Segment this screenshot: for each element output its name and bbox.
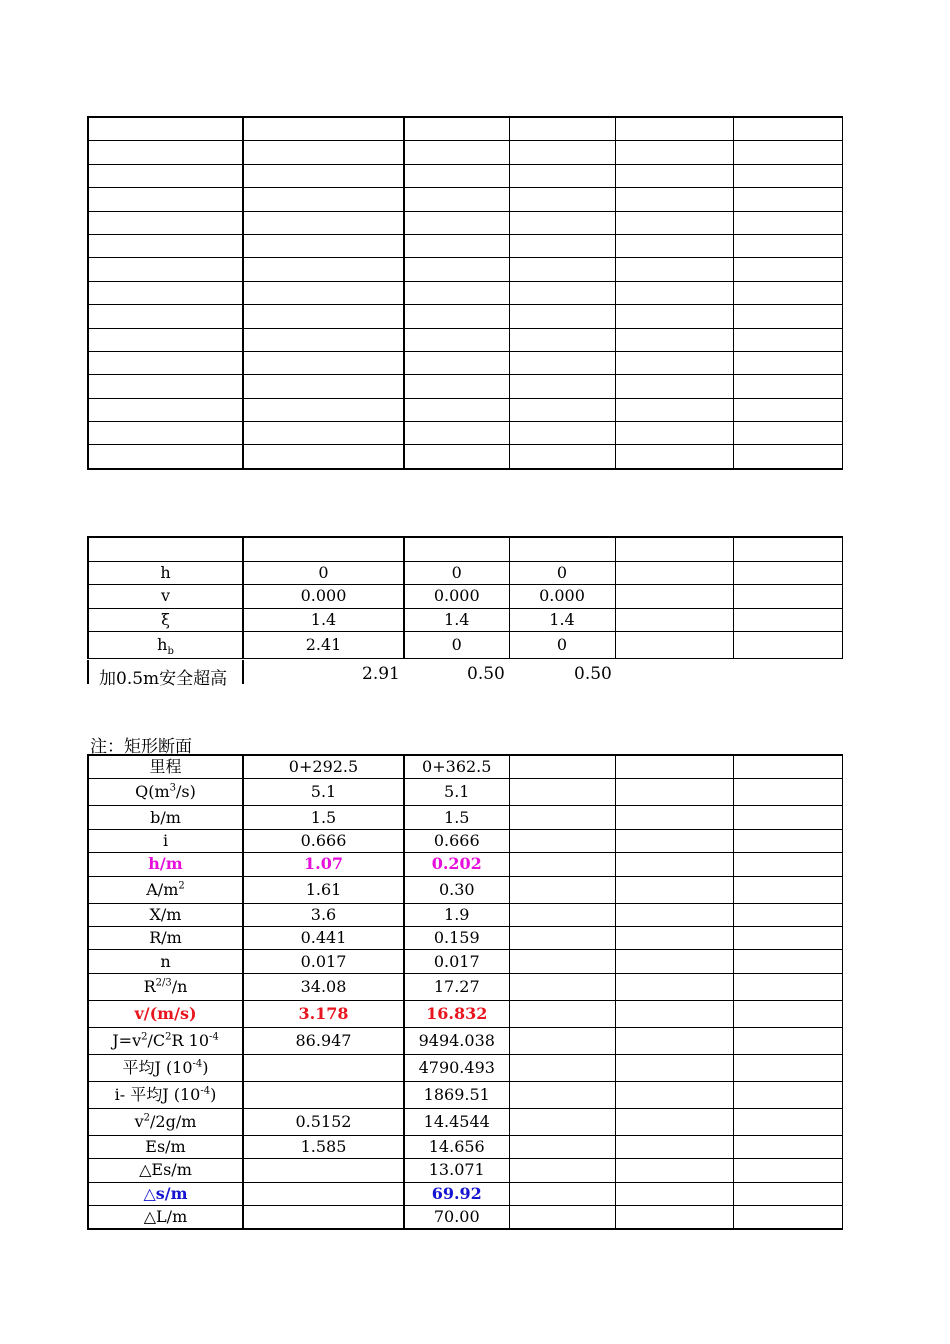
table-cell: [88, 422, 243, 445]
table-cell: [509, 188, 615, 211]
table-row: [88, 188, 842, 211]
value-cell: 1.07: [243, 853, 404, 876]
table-cell: [615, 188, 733, 211]
row-label: △Es/m: [88, 1159, 243, 1182]
value-cell: 1.585: [243, 1135, 404, 1158]
safety-height-row: [87, 660, 847, 689]
table-cell: [243, 141, 404, 164]
table-row: [88, 1205, 842, 1229]
value-cell: 0.159: [404, 926, 509, 949]
value-cell: [509, 926, 615, 949]
table-cell: [509, 141, 615, 164]
row-label: b/m: [88, 806, 243, 829]
table-cell: [243, 351, 404, 374]
value-cell: [733, 1135, 842, 1158]
value-cell: 0.000: [404, 585, 509, 609]
value-cell: 0.000: [243, 585, 404, 609]
value-cell: [615, 779, 733, 806]
value-cell: [509, 829, 615, 852]
row-label: $J=v^2/C^2R$ $10^{-4}$: [88, 1027, 243, 1054]
value-cell: [509, 755, 615, 779]
table-cell: [88, 141, 243, 164]
table-row: [88, 561, 842, 585]
table-row: [88, 164, 842, 187]
table-cell: [733, 258, 842, 281]
value-cell: [615, 561, 733, 585]
value-cell: [509, 950, 615, 973]
local-loss-table: [87, 536, 843, 659]
value-cell: [733, 585, 842, 609]
value-cell: [733, 608, 842, 632]
value-cell: [509, 1054, 615, 1081]
value-cell: [733, 632, 842, 659]
table-row: [88, 398, 842, 421]
row-label: n: [88, 950, 243, 973]
value-cell: [615, 926, 733, 949]
table-row: [88, 1081, 842, 1108]
value-cell: [509, 876, 615, 903]
value-cell: [243, 1182, 404, 1205]
value-cell: 0.30: [404, 876, 509, 903]
value-cell: [509, 1159, 615, 1182]
table-cell: [404, 351, 509, 374]
table-cell: [733, 351, 842, 374]
table-cell: [243, 422, 404, 445]
table-cell: [404, 164, 509, 187]
table-cell: [615, 234, 733, 257]
value-cell: 0.202: [404, 853, 509, 876]
table-row: [88, 234, 842, 257]
table-row: [88, 537, 842, 561]
row-label: v/(m/s): [88, 1000, 243, 1027]
table-row: [88, 1182, 842, 1205]
value-cell: 0.017: [243, 950, 404, 973]
row-label: $Q(m^3/s)$: [88, 779, 243, 806]
value-cell: 0+292.5: [243, 755, 404, 779]
value-cell: 0.000: [509, 585, 615, 609]
table-row: [88, 755, 842, 779]
value-cell: [509, 1182, 615, 1205]
table-cell: [733, 375, 842, 398]
table-row: [88, 1027, 842, 1054]
table-cell: [733, 164, 842, 187]
table-cell: [733, 117, 842, 141]
value-cell: 14.4544: [404, 1108, 509, 1135]
table-row: [88, 779, 842, 806]
table-cell: [509, 328, 615, 351]
value-cell: [243, 1081, 404, 1108]
table-cell: [733, 281, 842, 304]
table-cell: [509, 375, 615, 398]
value-cell: [615, 1108, 733, 1135]
value-cell: [509, 779, 615, 806]
table-cell: [404, 375, 509, 398]
value-cell: [733, 1054, 842, 1081]
table-cell: [615, 117, 733, 141]
table-cell: [404, 234, 509, 257]
value-cell: 0.666: [404, 829, 509, 852]
table-row: [88, 876, 842, 903]
table-cell: [733, 328, 842, 351]
table-cell: [404, 445, 509, 469]
table-row: [88, 950, 842, 973]
table-cell: [733, 141, 842, 164]
value-cell: [615, 973, 733, 1000]
table-cell: [243, 398, 404, 421]
value-cell: 0: [404, 561, 509, 585]
table-row: [88, 305, 842, 328]
value-cell: [509, 1027, 615, 1054]
row-label: R/m: [88, 926, 243, 949]
table-cell: [733, 398, 842, 421]
table-cell: [88, 281, 243, 304]
value-cell: [733, 876, 842, 903]
value-cell: [243, 537, 404, 561]
table-cell: [733, 445, 842, 469]
value-cell: [509, 1135, 615, 1158]
value-cell: [615, 1159, 733, 1182]
safety-label: 加0.5m安全超高: [99, 669, 228, 689]
table-cell: [243, 117, 404, 141]
table-cell: [509, 281, 615, 304]
row-label: △L/m: [88, 1205, 243, 1229]
value-cell: [615, 806, 733, 829]
value-cell: [615, 829, 733, 852]
table-row: [88, 1000, 842, 1027]
row-label: $h_b$: [88, 632, 243, 659]
row-label: 里程: [88, 755, 243, 779]
value-cell: 3.178: [243, 1000, 404, 1027]
value-cell: [615, 1000, 733, 1027]
table-cell: [243, 445, 404, 469]
table-cell: [404, 328, 509, 351]
table-cell: [615, 211, 733, 234]
safety-value-1: 2.91: [362, 664, 400, 684]
note-text: 注：矩形断面: [90, 737, 192, 757]
table-cell: [404, 211, 509, 234]
value-cell: [243, 1205, 404, 1229]
value-cell: [733, 1000, 842, 1027]
table-cell: [88, 234, 243, 257]
table-cell: [733, 305, 842, 328]
table-row: [88, 903, 842, 926]
value-cell: [733, 1205, 842, 1229]
row-label: $v^2/2g/m$: [88, 1108, 243, 1135]
value-cell: [733, 561, 842, 585]
value-cell: 0.666: [243, 829, 404, 852]
table-row: [88, 973, 842, 1000]
table-cell: [88, 188, 243, 211]
table-cell: [88, 351, 243, 374]
table-cell: [509, 305, 615, 328]
value-cell: [615, 1027, 733, 1054]
value-cell: [615, 1081, 733, 1108]
value-cell: 16.832: [404, 1000, 509, 1027]
table-row: [88, 806, 842, 829]
value-cell: 0.017: [404, 950, 509, 973]
table-cell: [88, 211, 243, 234]
value-cell: [615, 950, 733, 973]
table-row: [88, 1159, 842, 1182]
value-cell: [509, 973, 615, 1000]
value-cell: [243, 1054, 404, 1081]
table-cell: [615, 398, 733, 421]
value-cell: 1.4: [509, 608, 615, 632]
table-row: [88, 853, 842, 876]
table-cell: [404, 305, 509, 328]
table-cell: [615, 351, 733, 374]
table-cell: [733, 234, 842, 257]
value-cell: [509, 1108, 615, 1135]
value-cell: 1.61: [243, 876, 404, 903]
table-row: [88, 281, 842, 304]
value-cell: [243, 1159, 404, 1182]
table-cell: [509, 234, 615, 257]
table-cell: [88, 445, 243, 469]
table-cell: [615, 258, 733, 281]
row-label: 平均J $(10^{-4})$: [88, 1054, 243, 1081]
row-label: ξ: [88, 608, 243, 632]
table-cell: [615, 328, 733, 351]
value-cell: [733, 903, 842, 926]
value-cell: [615, 903, 733, 926]
row-label: [88, 537, 243, 561]
table-row: [88, 258, 842, 281]
row-label: Es/m: [88, 1135, 243, 1158]
value-cell: [733, 779, 842, 806]
table-row: [88, 445, 842, 469]
table-row: [88, 1135, 842, 1158]
value-cell: [615, 632, 733, 659]
value-cell: 3.6: [243, 903, 404, 926]
table-cell: [243, 328, 404, 351]
value-cell: [509, 537, 615, 561]
value-cell: [733, 1182, 842, 1205]
value-cell: 86.947: [243, 1027, 404, 1054]
value-cell: [733, 537, 842, 561]
value-cell: [615, 608, 733, 632]
value-cell: [509, 1205, 615, 1229]
table-cell: [404, 117, 509, 141]
table-cell: [88, 305, 243, 328]
safety-value-2: 0.50: [467, 664, 505, 684]
value-cell: 5.1: [243, 779, 404, 806]
value-cell: 1.5: [243, 806, 404, 829]
value-cell: 0: [404, 632, 509, 659]
table-cell: [509, 445, 615, 469]
row-label: X/m: [88, 903, 243, 926]
table-cell: [404, 281, 509, 304]
row-label: i- 平均J $(10^{-4})$: [88, 1081, 243, 1108]
table-cell: [404, 141, 509, 164]
table-cell: [615, 445, 733, 469]
row-label: v: [88, 585, 243, 609]
value-cell: [733, 1027, 842, 1054]
table-cell: [404, 258, 509, 281]
value-cell: 13.071: [404, 1159, 509, 1182]
value-cell: 1.4: [404, 608, 509, 632]
backwater-table: [87, 754, 843, 1230]
table-cell: [615, 281, 733, 304]
value-cell: 9494.038: [404, 1027, 509, 1054]
value-cell: 1.9: [404, 903, 509, 926]
value-cell: 34.08: [243, 973, 404, 1000]
table-cell: [88, 258, 243, 281]
table-cell: [733, 211, 842, 234]
value-cell: [509, 1081, 615, 1108]
value-cell: [733, 926, 842, 949]
value-cell: 0: [509, 632, 615, 659]
value-cell: 0: [243, 561, 404, 585]
row-label: h: [88, 561, 243, 585]
value-cell: 0: [509, 561, 615, 585]
table-row: [88, 351, 842, 374]
table-cell: [733, 188, 842, 211]
value-cell: [733, 755, 842, 779]
table-row: [88, 829, 842, 852]
value-cell: [615, 876, 733, 903]
value-cell: 69.92: [404, 1182, 509, 1205]
value-cell: 0+362.5: [404, 755, 509, 779]
value-cell: 1.5: [404, 806, 509, 829]
value-cell: [615, 585, 733, 609]
row-label: $R^{2/3}/n$: [88, 973, 243, 1000]
value-cell: [509, 853, 615, 876]
value-cell: [615, 1205, 733, 1229]
table-cell: [509, 398, 615, 421]
value-cell: [733, 950, 842, 973]
value-cell: 2.41: [243, 632, 404, 659]
table-row: [88, 117, 842, 141]
value-cell: [509, 1000, 615, 1027]
row-label: i: [88, 829, 243, 852]
row-label: $A/m^2$: [88, 876, 243, 903]
table-cell: [509, 211, 615, 234]
table-row: [88, 632, 842, 659]
row-label: h/m: [88, 853, 243, 876]
table-cell: [509, 258, 615, 281]
table-row: [88, 375, 842, 398]
value-cell: [733, 806, 842, 829]
table-cell: [243, 375, 404, 398]
value-cell: 4790.493: [404, 1054, 509, 1081]
table-cell: [509, 422, 615, 445]
table-cell: [509, 164, 615, 187]
row-label: △s/m: [88, 1182, 243, 1205]
value-cell: 70.00: [404, 1205, 509, 1229]
value-cell: 1.4: [243, 608, 404, 632]
value-cell: [733, 1108, 842, 1135]
value-cell: [615, 755, 733, 779]
table-cell: [404, 398, 509, 421]
table-cell: [88, 398, 243, 421]
value-cell: 0.441: [243, 926, 404, 949]
table-row: [88, 141, 842, 164]
table-cell: [615, 164, 733, 187]
table-cell: [509, 117, 615, 141]
table-cell: [615, 305, 733, 328]
table-cell: [615, 141, 733, 164]
table-row: [88, 422, 842, 445]
table-cell: [404, 422, 509, 445]
value-cell: [404, 537, 509, 561]
table-cell: [88, 117, 243, 141]
value-cell: 5.1: [404, 779, 509, 806]
value-cell: 14.656: [404, 1135, 509, 1158]
value-cell: [733, 1159, 842, 1182]
value-cell: [733, 853, 842, 876]
table-cell: [243, 258, 404, 281]
value-cell: [615, 1182, 733, 1205]
empty-table: [87, 116, 843, 470]
table-cell: [243, 211, 404, 234]
table-cell: [733, 422, 842, 445]
table-cell: [509, 351, 615, 374]
value-cell: [509, 903, 615, 926]
table-cell: [243, 188, 404, 211]
value-cell: 0.5152: [243, 1108, 404, 1135]
value-cell: [615, 537, 733, 561]
value-cell: [509, 806, 615, 829]
table-cell: [88, 328, 243, 351]
table-cell: [243, 234, 404, 257]
table-row: [88, 608, 842, 632]
table-row: [88, 926, 842, 949]
table-cell: [404, 188, 509, 211]
value-cell: [615, 1054, 733, 1081]
table-cell: [615, 375, 733, 398]
table-cell: [615, 422, 733, 445]
safety-value-3: 0.50: [574, 664, 612, 684]
value-cell: 17.27: [404, 973, 509, 1000]
value-cell: [615, 1135, 733, 1158]
table-cell: [243, 305, 404, 328]
table-row: [88, 585, 842, 609]
value-cell: 1869.51: [404, 1081, 509, 1108]
table-row: [88, 1054, 842, 1081]
table-row: [88, 1108, 842, 1135]
value-cell: [733, 973, 842, 1000]
value-cell: [615, 853, 733, 876]
table-cell: [88, 164, 243, 187]
table-row: [88, 328, 842, 351]
value-cell: [733, 1081, 842, 1108]
table-cell: [243, 281, 404, 304]
table-row: [88, 211, 842, 234]
table-cell: [88, 375, 243, 398]
table-cell: [243, 164, 404, 187]
value-cell: [733, 829, 842, 852]
